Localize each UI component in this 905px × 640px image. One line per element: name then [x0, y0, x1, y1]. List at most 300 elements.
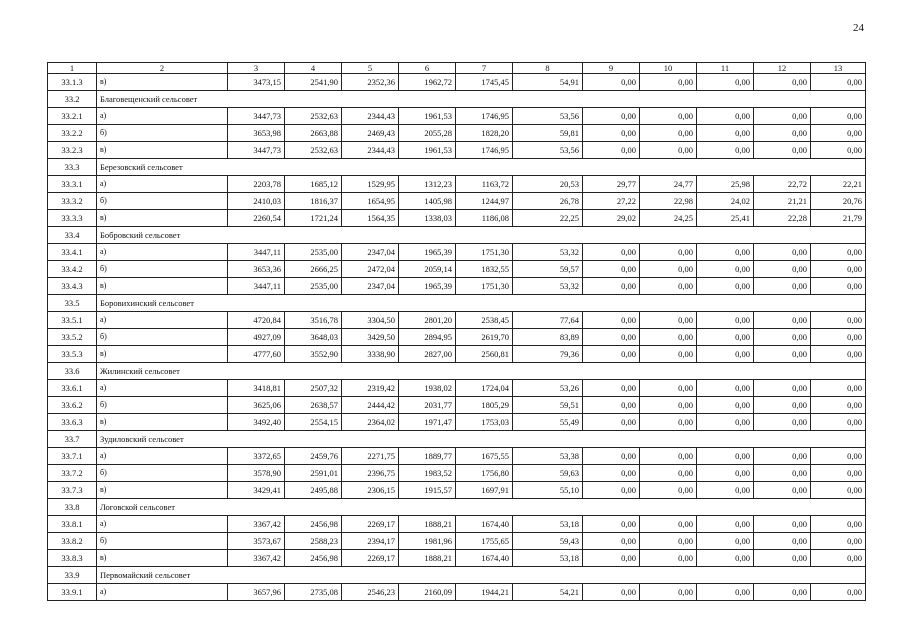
value-cell: 1888,21	[399, 516, 456, 533]
row-code: 33.5.1	[48, 312, 97, 329]
value-cell: 0,00	[697, 482, 754, 499]
row-code: 33.7.2	[48, 465, 97, 482]
value-cell: 1186,08	[456, 210, 513, 227]
column-number-header: 10	[640, 63, 697, 74]
value-cell: 1965,39	[399, 278, 456, 295]
value-cell: 1961,53	[399, 142, 456, 159]
value-cell: 2160,09	[399, 584, 456, 601]
value-cell: 3648,03	[285, 329, 342, 346]
value-cell: 1338,03	[399, 210, 456, 227]
row-variant: а)	[97, 312, 228, 329]
value-cell: 25,98	[697, 176, 754, 193]
value-cell: 4927,09	[228, 329, 285, 346]
value-cell: 3573,67	[228, 533, 285, 550]
value-cell: 2319,42	[342, 380, 399, 397]
row-variant: б)	[97, 465, 228, 482]
value-cell: 2546,23	[342, 584, 399, 601]
value-cell: 26,78	[513, 193, 583, 210]
value-cell: 3447,73	[228, 142, 285, 159]
value-cell: 0,00	[697, 397, 754, 414]
value-cell: 1529,95	[342, 176, 399, 193]
row-code: 33.1.3	[48, 74, 97, 91]
value-cell: 1751,30	[456, 278, 513, 295]
value-cell: 0,00	[697, 516, 754, 533]
column-number-header: 9	[583, 63, 640, 74]
value-cell: 55,10	[513, 482, 583, 499]
value-cell: 0,00	[640, 74, 697, 91]
value-cell: 2532,63	[285, 108, 342, 125]
value-cell: 0,00	[640, 244, 697, 261]
value-cell: 3429,50	[342, 329, 399, 346]
value-cell: 0,00	[697, 448, 754, 465]
value-cell: 0,00	[754, 397, 811, 414]
row-variant: а)	[97, 448, 228, 465]
value-cell: 0,00	[640, 516, 697, 533]
value-cell: 1755,65	[456, 533, 513, 550]
row-variant: а)	[97, 244, 228, 261]
value-cell: 0,00	[697, 329, 754, 346]
row-variant: а)	[97, 516, 228, 533]
table-row	[48, 176, 866, 193]
value-cell: 1915,57	[399, 482, 456, 499]
row-code: 33.8	[48, 499, 97, 516]
row-variant: б)	[97, 125, 228, 142]
value-cell: 3367,42	[228, 550, 285, 567]
value-cell: 2588,23	[285, 533, 342, 550]
table-row	[48, 312, 866, 329]
value-cell: 0,00	[583, 329, 640, 346]
value-cell: 1983,52	[399, 465, 456, 482]
section-row	[48, 431, 866, 448]
value-cell: 1981,96	[399, 533, 456, 550]
column-number-header: 2	[97, 63, 228, 74]
section-title: Бобровский сельсовет	[97, 227, 866, 244]
value-cell: 0,00	[583, 397, 640, 414]
value-cell: 0,00	[697, 125, 754, 142]
value-cell: 0,00	[754, 465, 811, 482]
value-cell: 1244,97	[456, 193, 513, 210]
value-cell: 0,00	[583, 516, 640, 533]
row-code: 33.6.1	[48, 380, 97, 397]
value-cell: 3447,11	[228, 278, 285, 295]
row-code: 33.3	[48, 159, 97, 176]
value-cell: 2059,14	[399, 261, 456, 278]
value-cell: 0,00	[811, 142, 866, 159]
value-cell: 21,21	[754, 193, 811, 210]
value-cell: 3304,50	[342, 312, 399, 329]
value-cell: 59,51	[513, 397, 583, 414]
value-cell: 25,41	[697, 210, 754, 227]
value-cell: 2410,03	[228, 193, 285, 210]
value-cell: 0,00	[640, 448, 697, 465]
value-cell: 0,00	[697, 550, 754, 567]
row-code: 33.5	[48, 295, 97, 312]
table-row	[48, 550, 866, 567]
value-cell: 59,57	[513, 261, 583, 278]
section-row	[48, 159, 866, 176]
value-cell: 0,00	[583, 550, 640, 567]
value-cell: 1888,21	[399, 550, 456, 567]
value-cell: 0,00	[583, 125, 640, 142]
value-cell: 0,00	[697, 312, 754, 329]
value-cell: 0,00	[697, 346, 754, 363]
value-cell: 2591,01	[285, 465, 342, 482]
value-cell: 0,00	[583, 380, 640, 397]
value-cell: 3552,90	[285, 346, 342, 363]
value-cell: 0,00	[754, 74, 811, 91]
table-body	[48, 74, 866, 601]
value-cell: 54,91	[513, 74, 583, 91]
row-code: 33.2.1	[48, 108, 97, 125]
row-code: 33.9	[48, 567, 97, 584]
value-cell: 3492,40	[228, 414, 285, 431]
row-code: 33.9.1	[48, 584, 97, 601]
value-cell: 0,00	[697, 74, 754, 91]
value-cell: 0,00	[583, 414, 640, 431]
value-cell: 2203,78	[228, 176, 285, 193]
value-cell: 2495,88	[285, 482, 342, 499]
section-title: Жилинский сельсовет	[97, 363, 866, 380]
value-cell: 2347,04	[342, 278, 399, 295]
value-cell: 0,00	[811, 74, 866, 91]
value-cell: 77,64	[513, 312, 583, 329]
value-cell: 2560,81	[456, 346, 513, 363]
section-row	[48, 227, 866, 244]
value-cell: 1805,29	[456, 397, 513, 414]
row-variant: б)	[97, 329, 228, 346]
value-cell: 2260,54	[228, 210, 285, 227]
value-cell: 2507,32	[285, 380, 342, 397]
row-code: 33.5.2	[48, 329, 97, 346]
value-cell: 54,21	[513, 584, 583, 601]
table-row	[48, 533, 866, 550]
value-cell: 59,63	[513, 465, 583, 482]
value-cell: 3429,41	[228, 482, 285, 499]
value-cell: 1564,35	[342, 210, 399, 227]
value-cell: 0,00	[583, 74, 640, 91]
value-cell: 1724,04	[456, 380, 513, 397]
value-cell: 2459,76	[285, 448, 342, 465]
value-cell: 22,25	[513, 210, 583, 227]
value-cell: 2801,20	[399, 312, 456, 329]
row-code: 33.7.1	[48, 448, 97, 465]
value-cell: 53,26	[513, 380, 583, 397]
value-cell: 1312,23	[399, 176, 456, 193]
value-cell: 1674,40	[456, 516, 513, 533]
column-number-header: 12	[754, 63, 811, 74]
table-row	[48, 210, 866, 227]
value-cell: 0,00	[640, 312, 697, 329]
row-code: 33.3.2	[48, 193, 97, 210]
value-cell: 2396,75	[342, 465, 399, 482]
row-code: 33.5.3	[48, 346, 97, 363]
row-variant: б)	[97, 193, 228, 210]
value-cell: 53,56	[513, 142, 583, 159]
value-cell: 55,49	[513, 414, 583, 431]
table-row	[48, 261, 866, 278]
value-cell: 0,00	[811, 550, 866, 567]
value-cell: 0,00	[811, 329, 866, 346]
table-row	[48, 414, 866, 431]
value-cell: 2344,43	[342, 108, 399, 125]
value-cell: 0,00	[754, 482, 811, 499]
value-cell: 2306,15	[342, 482, 399, 499]
value-cell: 1674,40	[456, 550, 513, 567]
value-cell: 0,00	[754, 329, 811, 346]
row-code: 33.3.3	[48, 210, 97, 227]
value-cell: 0,00	[811, 244, 866, 261]
value-cell: 0,00	[583, 465, 640, 482]
value-cell: 2663,88	[285, 125, 342, 142]
value-cell: 0,00	[811, 312, 866, 329]
section-row	[48, 567, 866, 584]
value-cell: 2344,43	[342, 142, 399, 159]
column-number-header: 13	[811, 63, 866, 74]
value-cell: 0,00	[640, 125, 697, 142]
value-cell: 2827,00	[399, 346, 456, 363]
value-cell: 2532,63	[285, 142, 342, 159]
value-cell: 0,00	[754, 142, 811, 159]
column-number-header: 6	[399, 63, 456, 74]
value-cell: 0,00	[640, 261, 697, 278]
row-code: 33.7	[48, 431, 97, 448]
value-cell: 2269,17	[342, 516, 399, 533]
value-cell: 0,00	[583, 584, 640, 601]
value-cell: 0,00	[583, 346, 640, 363]
table-row	[48, 448, 866, 465]
value-cell: 0,00	[811, 346, 866, 363]
value-cell: 3447,73	[228, 108, 285, 125]
value-cell: 1756,80	[456, 465, 513, 482]
value-cell: 20,53	[513, 176, 583, 193]
value-cell: 0,00	[640, 142, 697, 159]
value-cell: 1828,20	[456, 125, 513, 142]
value-cell: 53,18	[513, 550, 583, 567]
section-row	[48, 295, 866, 312]
value-cell: 53,38	[513, 448, 583, 465]
value-cell: 1654,95	[342, 193, 399, 210]
table-row	[48, 193, 866, 210]
value-cell: 0,00	[811, 108, 866, 125]
row-code: 33.8.1	[48, 516, 97, 533]
value-cell: 2638,57	[285, 397, 342, 414]
row-code: 33.4.1	[48, 244, 97, 261]
value-cell: 0,00	[754, 414, 811, 431]
value-cell: 3653,98	[228, 125, 285, 142]
value-cell: 0,00	[697, 278, 754, 295]
value-cell: 0,00	[697, 380, 754, 397]
column-number-header: 1	[48, 63, 97, 74]
table-row	[48, 74, 866, 91]
tariff-table	[47, 62, 866, 601]
value-cell: 0,00	[754, 550, 811, 567]
row-variant: в)	[97, 550, 228, 567]
value-cell: 0,00	[640, 397, 697, 414]
row-variant: в)	[97, 210, 228, 227]
row-code: 33.7.3	[48, 482, 97, 499]
table-row	[48, 125, 866, 142]
value-cell: 0,00	[697, 244, 754, 261]
row-variant: а)	[97, 584, 228, 601]
row-variant: а)	[97, 176, 228, 193]
value-cell: 53,32	[513, 278, 583, 295]
value-cell: 22,72	[754, 176, 811, 193]
value-cell: 2554,15	[285, 414, 342, 431]
value-cell: 2472,04	[342, 261, 399, 278]
row-variant: в)	[97, 142, 228, 159]
value-cell: 0,00	[583, 278, 640, 295]
value-cell: 0,00	[697, 465, 754, 482]
value-cell: 53,18	[513, 516, 583, 533]
value-cell: 20,76	[811, 193, 866, 210]
value-cell: 0,00	[640, 533, 697, 550]
table-row	[48, 142, 866, 159]
row-code: 33.8.2	[48, 533, 97, 550]
row-code: 33.6.2	[48, 397, 97, 414]
value-cell: 0,00	[754, 346, 811, 363]
value-cell: 0,00	[697, 414, 754, 431]
value-cell: 3625,06	[228, 397, 285, 414]
value-cell: 2347,04	[342, 244, 399, 261]
column-number-header: 8	[513, 63, 583, 74]
row-variant: б)	[97, 533, 228, 550]
value-cell: 2735,08	[285, 584, 342, 601]
value-cell: 24,77	[640, 176, 697, 193]
value-cell: 0,00	[754, 278, 811, 295]
value-cell: 0,00	[583, 244, 640, 261]
value-cell: 53,32	[513, 244, 583, 261]
value-cell: 0,00	[811, 482, 866, 499]
value-cell: 1832,55	[456, 261, 513, 278]
row-code: 33.2.2	[48, 125, 97, 142]
table-row	[48, 516, 866, 533]
value-cell: 59,81	[513, 125, 583, 142]
row-variant: в)	[97, 346, 228, 363]
value-cell: 1751,30	[456, 244, 513, 261]
value-cell: 0,00	[754, 261, 811, 278]
row-variant: в)	[97, 414, 228, 431]
table-row	[48, 346, 866, 363]
value-cell: 0,00	[640, 465, 697, 482]
value-cell: 3653,36	[228, 261, 285, 278]
value-cell: 1962,72	[399, 74, 456, 91]
value-cell: 24,25	[640, 210, 697, 227]
value-cell: 0,00	[640, 278, 697, 295]
value-cell: 3516,78	[285, 312, 342, 329]
value-cell: 0,00	[811, 584, 866, 601]
row-code: 33.4.2	[48, 261, 97, 278]
value-cell: 0,00	[583, 312, 640, 329]
value-cell: 0,00	[697, 261, 754, 278]
value-cell: 27,22	[583, 193, 640, 210]
value-cell: 3418,81	[228, 380, 285, 397]
value-cell: 2666,25	[285, 261, 342, 278]
column-number-header: 4	[285, 63, 342, 74]
value-cell: 3578,90	[228, 465, 285, 482]
value-cell: 1745,45	[456, 74, 513, 91]
value-cell: 2894,95	[399, 329, 456, 346]
value-cell: 0,00	[640, 414, 697, 431]
value-cell: 2444,42	[342, 397, 399, 414]
value-cell: 79,36	[513, 346, 583, 363]
value-cell: 1944,21	[456, 584, 513, 601]
value-cell: 0,00	[754, 125, 811, 142]
value-cell: 2364,02	[342, 414, 399, 431]
value-cell: 2055,28	[399, 125, 456, 142]
value-cell: 0,00	[754, 448, 811, 465]
value-cell: 0,00	[640, 346, 697, 363]
section-row	[48, 363, 866, 380]
table-row	[48, 482, 866, 499]
value-cell: 0,00	[754, 533, 811, 550]
value-cell: 0,00	[640, 482, 697, 499]
value-cell: 3447,11	[228, 244, 285, 261]
value-cell: 2541,90	[285, 74, 342, 91]
row-variant: в)	[97, 278, 228, 295]
value-cell: 29,77	[583, 176, 640, 193]
row-variant: в)	[97, 482, 228, 499]
value-cell: 1721,24	[285, 210, 342, 227]
value-cell: 0,00	[811, 278, 866, 295]
value-cell: 0,00	[583, 142, 640, 159]
value-cell: 0,00	[583, 108, 640, 125]
value-cell: 0,00	[811, 397, 866, 414]
row-code: 33.2.3	[48, 142, 97, 159]
value-cell: 0,00	[811, 516, 866, 533]
value-cell: 3473,15	[228, 74, 285, 91]
value-cell: 2469,43	[342, 125, 399, 142]
value-cell: 0,00	[754, 244, 811, 261]
row-code: 33.4	[48, 227, 97, 244]
value-cell: 0,00	[754, 584, 811, 601]
value-cell: 0,00	[811, 414, 866, 431]
table-row	[48, 380, 866, 397]
section-row	[48, 499, 866, 516]
value-cell: 1697,91	[456, 482, 513, 499]
section-title: Боровихинский сельсовет	[97, 295, 866, 312]
table-row	[48, 584, 866, 601]
value-cell: 83,89	[513, 329, 583, 346]
value-cell: 0,00	[697, 584, 754, 601]
value-cell: 0,00	[697, 108, 754, 125]
value-cell: 0,00	[583, 482, 640, 499]
value-cell: 0,00	[640, 380, 697, 397]
value-cell: 4720,84	[228, 312, 285, 329]
value-cell: 3657,96	[228, 584, 285, 601]
value-cell: 2269,17	[342, 550, 399, 567]
value-cell: 0,00	[640, 329, 697, 346]
value-cell: 0,00	[754, 516, 811, 533]
table-row	[48, 397, 866, 414]
value-cell: 1961,53	[399, 108, 456, 125]
column-number-header: 7	[456, 63, 513, 74]
row-variant: в)	[97, 74, 228, 91]
value-cell: 0,00	[697, 533, 754, 550]
value-cell: 2456,98	[285, 516, 342, 533]
value-cell: 1685,12	[285, 176, 342, 193]
value-cell: 2394,17	[342, 533, 399, 550]
table-row	[48, 465, 866, 482]
value-cell: 0,00	[583, 533, 640, 550]
page-number: 24	[853, 22, 864, 34]
value-cell: 1675,55	[456, 448, 513, 465]
value-cell: 1965,39	[399, 244, 456, 261]
value-cell: 3372,65	[228, 448, 285, 465]
row-code: 33.4.3	[48, 278, 97, 295]
value-cell: 0,00	[811, 261, 866, 278]
value-cell: 0,00	[583, 448, 640, 465]
section-title: Первомайский сельсовет	[97, 567, 866, 584]
